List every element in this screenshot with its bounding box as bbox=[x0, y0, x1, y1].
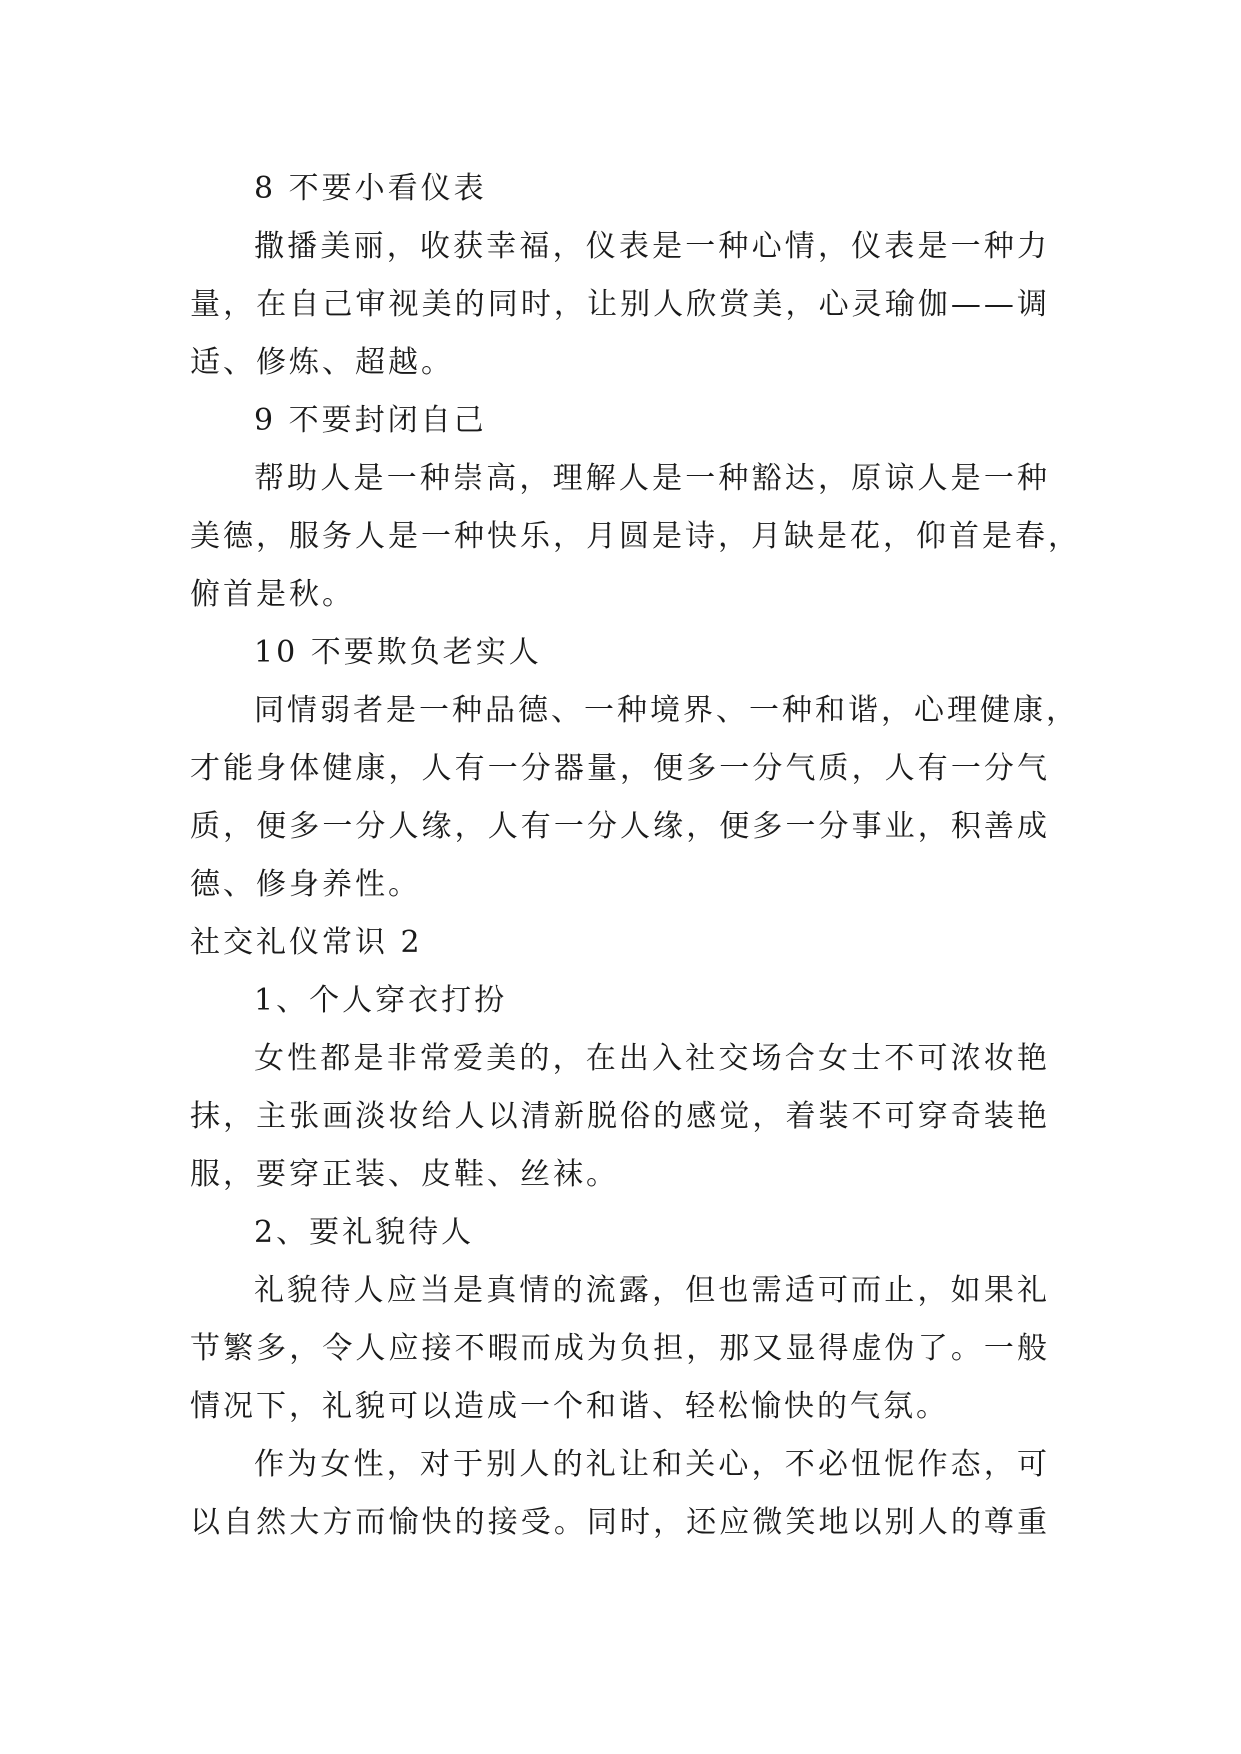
item2-paragraph2-line: 以自然大方而愉快的接受。同时，还应微笑地以别人的尊重 bbox=[190, 1505, 1050, 1540]
item1-heading: 1、个人穿衣打扮 bbox=[254, 983, 508, 1018]
item1-paragraph-line: 服，要穿正装、皮鞋、丝袜。 bbox=[190, 1157, 619, 1192]
item10-heading: 10 不要欺负老实人 bbox=[254, 635, 542, 670]
item9-paragraph-line: 帮助人是一种崇高，理解人是一种豁达，原谅人是一种 bbox=[254, 461, 1050, 496]
item10-paragraph-line: 质，便多一分人缘，人有一分人缘，便多一分事业，积善成 bbox=[190, 809, 1050, 844]
item2-paragraph-line: 礼貌待人应当是真情的流露，但也需适可而止，如果礼 bbox=[254, 1273, 1050, 1308]
item10-paragraph-line: 德、修身养性。 bbox=[190, 867, 421, 902]
item1-paragraph-line: 抹，主张画淡妆给人以清新脱俗的感觉，着装不可穿奇装艳 bbox=[190, 1099, 1050, 1134]
item9-heading: 9 不要封闭自己 bbox=[254, 403, 487, 438]
item2-paragraph2-line: 作为女性，对于别人的礼让和关心，不必忸怩作态，可 bbox=[254, 1447, 1050, 1482]
item9-paragraph-line: 美德，服务人是一种快乐，月圆是诗，月缺是花，仰首是春， bbox=[190, 519, 1081, 554]
item2-paragraph-line: 情况下，礼貌可以造成一个和谐、轻松愉快的气氛。 bbox=[190, 1389, 949, 1424]
item2-heading: 2、要礼貌待人 bbox=[254, 1215, 475, 1250]
item8-paragraph-line: 适、修炼、超越。 bbox=[190, 345, 454, 380]
item9-paragraph-line: 俯首是秋。 bbox=[190, 577, 355, 612]
item10-paragraph-line: 同情弱者是一种品德、一种境界、一种和谐，心理健康， bbox=[254, 693, 1079, 728]
item8-paragraph-line: 撒播美丽，收获幸福，仪表是一种心情，仪表是一种力 bbox=[254, 229, 1050, 264]
item1-paragraph-line: 女性都是非常爱美的，在出入社交场合女士不可浓妆艳 bbox=[254, 1041, 1050, 1076]
item8-heading: 8 不要小看仪表 bbox=[254, 171, 487, 206]
section-title: 社交礼仪常识 2 bbox=[190, 925, 423, 960]
item10-paragraph-line: 才能身体健康，人有一分器量，便多一分气质，人有一分气 bbox=[190, 751, 1050, 786]
item8-paragraph-line: 量，在自己审视美的同时，让别人欣赏美，心灵瑜伽——调 bbox=[190, 287, 1050, 322]
item2-paragraph-line: 节繁多，令人应接不暇而成为负担，那又显得虚伪了。一般 bbox=[190, 1331, 1050, 1366]
document-page bbox=[190, 160, 1081, 1552]
